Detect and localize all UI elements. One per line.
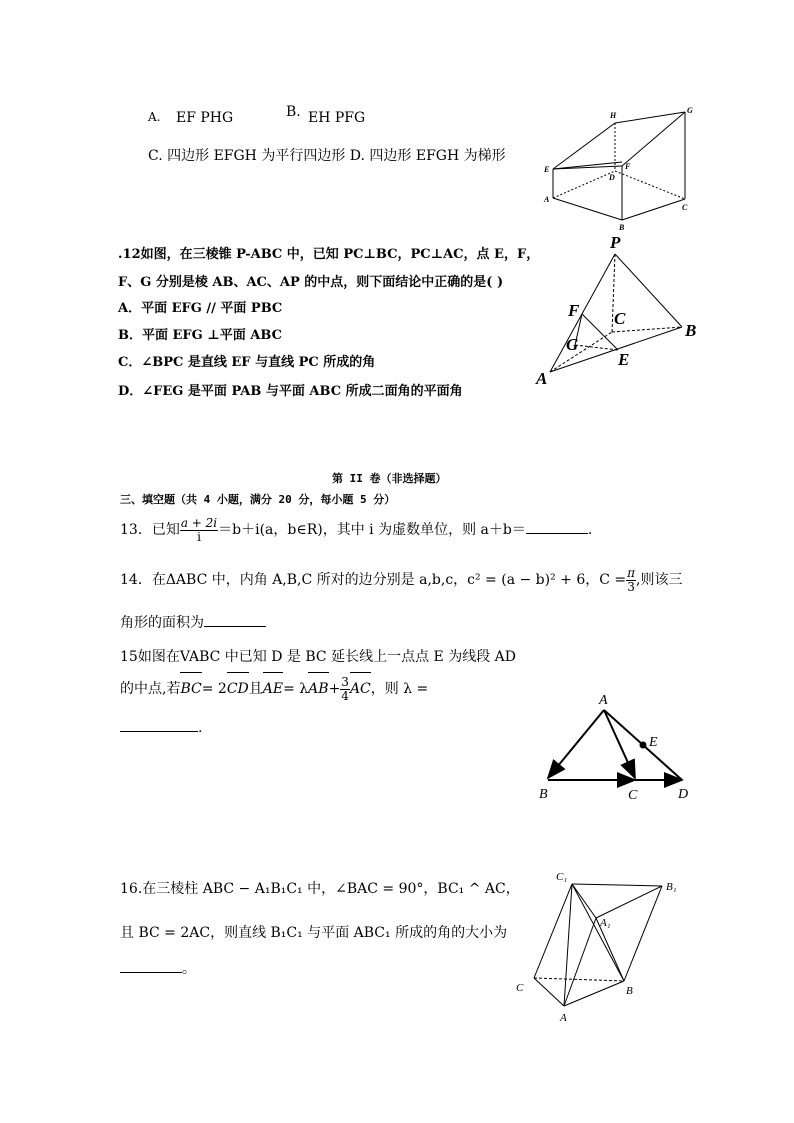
- edge-DC: [615, 171, 685, 199]
- q13-suffix: ＝b＋i(a，b∈R)，其中 i 为虚数单位，则 a＋b＝: [218, 522, 526, 538]
- edge-CA: [534, 978, 564, 1006]
- edge-C1B1: [572, 884, 662, 886]
- q15-fraction: [340, 676, 350, 703]
- q12-line1: .12如图，在三棱锥 P-ABC 中，已知 PC⊥BC，PC⊥AC，点 E，F，: [118, 247, 540, 262]
- q16-line2: 且 BC = 2AC，则直线 B₁C₁ 与平面 ABC₁ 所成的角的大小为: [120, 925, 508, 941]
- label-C: C: [682, 203, 688, 212]
- q11-figure: [540, 105, 700, 233]
- q15-answer-blank[interactable]: [120, 730, 198, 732]
- edge-BC: [622, 199, 685, 220]
- label-H: H: [610, 111, 617, 120]
- q15-vec-ac: AC: [350, 674, 371, 704]
- edge-HE: [553, 123, 615, 169]
- label-F: F: [625, 162, 631, 171]
- q15-period: .: [198, 720, 203, 736]
- q13-answer-blank[interactable]: [526, 532, 588, 534]
- label-C1: C₁: [556, 871, 568, 883]
- label-D: D: [609, 173, 615, 182]
- edge-C1B: [572, 884, 624, 981]
- vec-AC: [604, 710, 635, 778]
- q15-frac-den: 4: [341, 688, 349, 703]
- point-E: [640, 742, 647, 749]
- q13: [120, 510, 592, 550]
- q15-eq1: = 2: [201, 681, 227, 697]
- q15-vec-ae: AE: [263, 674, 283, 704]
- edge-AB: [564, 981, 624, 1006]
- section-title: 第 II 卷（非选择题）: [332, 472, 447, 485]
- label-A1: A₁: [600, 917, 611, 929]
- q11-optA-text: EF PHG: [176, 110, 234, 126]
- q15-frac-num: 3: [341, 674, 349, 689]
- q16-line3: [120, 958, 196, 978]
- q13-frac-num: a + 2i: [180, 515, 218, 530]
- vec-AB: [548, 710, 604, 778]
- label-B1: B₁: [666, 881, 677, 893]
- edge-A1B1: [596, 886, 662, 918]
- q14-fraction: [626, 567, 636, 594]
- q12-optB: B．平面 EFG ⊥平面 ABC: [118, 328, 282, 343]
- label-G: G: [566, 335, 579, 354]
- q12-optA: A．平面 EFG // 平面 PBC: [118, 301, 283, 316]
- q15-line1: 15如图在VABC 中已知 D 是 BC 延长线上一点点 E 为线段 AD: [120, 649, 516, 665]
- q14-line2-text: 角形的面积为: [120, 615, 204, 631]
- label-B: B: [626, 985, 633, 997]
- q16-answer-blank[interactable]: [120, 971, 182, 973]
- label-C: C: [614, 309, 626, 328]
- label-B: B: [619, 223, 625, 232]
- q11-optA-label: A.: [148, 110, 161, 124]
- q14-line1a: 14．在ΔABC 中，内角 A,B,C 所对的边分别是 a,b,c，c² = (a − b)² + 6，C =: [120, 572, 627, 588]
- label-C: C: [628, 788, 638, 803]
- q14-line1: [120, 562, 683, 598]
- label-A: A: [544, 195, 550, 204]
- q15-vec-cd: CD: [227, 674, 249, 704]
- q16-figure: [512, 866, 697, 1026]
- edge-C1A1: [572, 884, 596, 918]
- section-subtitle: 三、填空题（共 4 小题，满分 20 分，每小题 5 分）: [120, 493, 396, 506]
- q14-frac-den: 3: [627, 579, 635, 594]
- label-D: D: [678, 787, 689, 802]
- edge-AB: [553, 198, 622, 220]
- q12-optC: C．∠BPC 是直线 EF 与直线 PC 所成的角: [118, 355, 376, 370]
- label-E: E: [649, 735, 658, 750]
- q15-figure: [532, 690, 702, 805]
- q15-tail: ，则 λ =: [370, 681, 429, 697]
- q15-plus: +: [328, 681, 341, 697]
- edge-AC: [550, 332, 612, 372]
- label-P: P: [610, 233, 621, 252]
- q16-end: 。: [182, 961, 196, 977]
- label-C: C: [516, 982, 524, 994]
- q12-line2: F、G 分别是棱 AB、AC、AP 的中点，则下面结论中正确的是( ): [118, 275, 504, 290]
- q15-line3: [120, 720, 202, 736]
- q15-eq2: = λ: [283, 681, 309, 697]
- q15-vec-bc: BC: [180, 674, 201, 704]
- q11-optB-text: EH PFG: [308, 110, 366, 126]
- q14-line1b: ,则该三: [636, 572, 683, 588]
- q13-end: .: [587, 522, 593, 538]
- label-E: E: [544, 165, 550, 174]
- q14-frac-num: π: [627, 565, 636, 580]
- edge-GE: [575, 345, 618, 350]
- label-G: G: [687, 106, 693, 115]
- q11-optB-label: B.: [286, 104, 301, 120]
- label-B: B: [539, 787, 548, 802]
- q15-and: 且: [248, 681, 263, 697]
- q11-optCD: C. 四边形 EFGH 为平行四边形 D. 四边形 EFGH 为梯形: [148, 148, 506, 164]
- q14-line2: [120, 612, 266, 632]
- label-A: A: [560, 1012, 567, 1024]
- label-A: A: [599, 693, 608, 708]
- q14-answer-blank[interactable]: [204, 625, 266, 627]
- label-A: A: [536, 369, 548, 387]
- edge-AD: [553, 171, 615, 198]
- edge-PA: [550, 254, 615, 372]
- edge-B1B: [624, 886, 662, 981]
- q13-frac-den: i: [197, 529, 201, 544]
- q15-vec-ab: AB: [308, 674, 328, 704]
- q12-optD: D．∠FEG 是平面 PAB 与平面 ABC 所成二面角的平面角: [118, 384, 463, 399]
- label-B: B: [685, 321, 697, 340]
- q15-line2a: 的中点,若: [120, 681, 181, 697]
- q12-figure: [530, 232, 705, 387]
- label-F: F: [568, 301, 580, 320]
- q15-line2: [120, 674, 428, 704]
- q13-prefix: 13．已知: [120, 522, 180, 538]
- edge-CB: [534, 978, 624, 981]
- q16-line1: 16.在三棱柱 ABC − A₁B₁C₁ 中，∠BAC = 90°，BC₁ ^ AC，: [120, 881, 520, 897]
- label-E: E: [618, 350, 630, 369]
- q13-fraction: [180, 517, 218, 544]
